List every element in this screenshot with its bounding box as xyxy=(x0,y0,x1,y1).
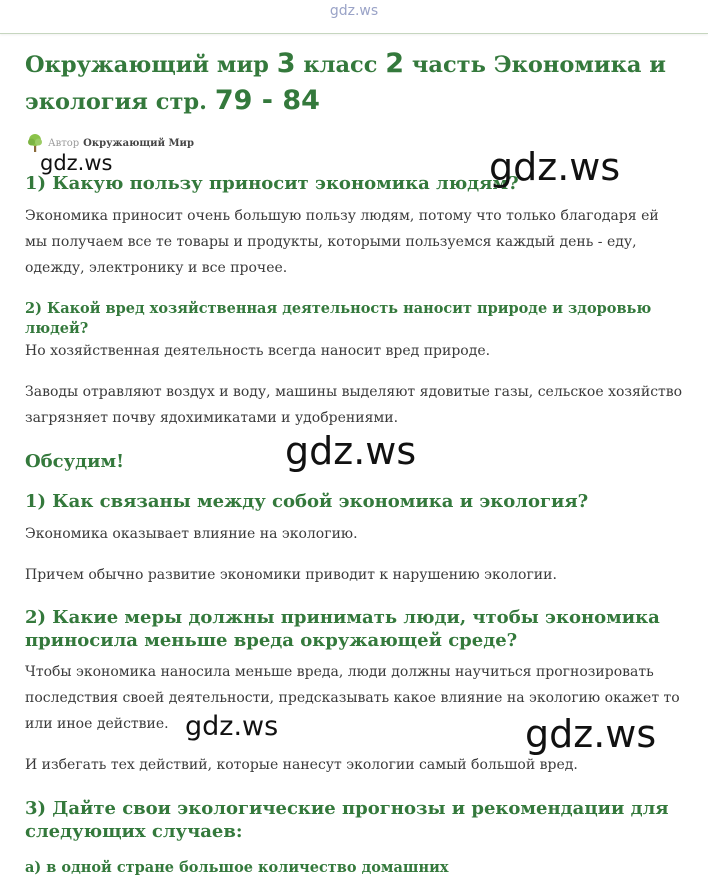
page-title: Окружающий мир 3 класс 2 часть Экономика и экология стр. 79 - 84 xyxy=(25,48,666,116)
question-2-answer-2: Заводы отравляют воздух и воду, машины выделяют ядовитые газы, сельское хозяйство загрязняет почву ядохимикатами и удобрениями. xyxy=(25,384,683,426)
question-2-heading: 2) Какой вред хозяйственная деятельность наносит природе и здоровью людей? xyxy=(25,300,652,337)
tree-icon xyxy=(25,133,45,153)
question-2-answer-1: Но хозяйственная деятельность всегда наносит вред природе. xyxy=(25,343,491,359)
watermark: gdz.ws xyxy=(489,145,621,189)
watermark: gdz.ws xyxy=(285,429,417,473)
discuss-1-answer-2: Причем обычно развитие экономики приводит к нарушению экологии. xyxy=(25,567,557,583)
watermark: gdz.ws xyxy=(185,711,279,742)
discuss-heading: Обсудим! xyxy=(25,451,125,472)
discuss-2-heading: 2) Какие меры должны принимать люди, чтобы экономика приносила меньше вреда окружающей среде? xyxy=(25,607,660,651)
header-divider xyxy=(0,33,708,34)
question-1-heading: 1) Какую пользу приносит экономика людям? xyxy=(25,173,519,194)
discuss-2-answer-2: И избегать тех действий, которые нанесут экологии самый большой вред. xyxy=(25,757,578,773)
author-prefix: Автор xyxy=(48,137,80,149)
watermark: gdz.ws xyxy=(525,712,657,756)
author-line xyxy=(25,133,194,153)
discuss-1-heading: 1) Как связаны между собой экономика и экология? xyxy=(25,491,589,512)
article-header xyxy=(25,46,685,120)
watermark: gdz.ws xyxy=(40,151,113,175)
discuss-1-answer-1: Экономика оказывает влияние на экологию. xyxy=(25,526,358,542)
question-1-answer: Экономика приносит очень большую пользу людям, потому что только благодаря ей мы получаем все те товары и продукты, которыми пользуемся каждый день - еду, одежду, электронику и все прочее. xyxy=(25,208,659,276)
site-header xyxy=(0,0,708,34)
discuss-3-subitem: а) в одной стране большое количество домашних xyxy=(25,859,449,876)
discuss-2-answer-1: Чтобы экономика наносила меньше вреда, люди должны научиться прогнозировать последствия своей деятельности, предсказывать какое влияние на экологию окажет то или иное действие. xyxy=(25,664,680,732)
author-name[interactable]: Окружающий Мир xyxy=(83,137,194,149)
site-logo[interactable]: gdz.ws xyxy=(329,3,379,19)
discuss-3-heading: 3) Дайте свои экологические прогнозы и рекомендации для следующих случаев: xyxy=(25,798,669,842)
